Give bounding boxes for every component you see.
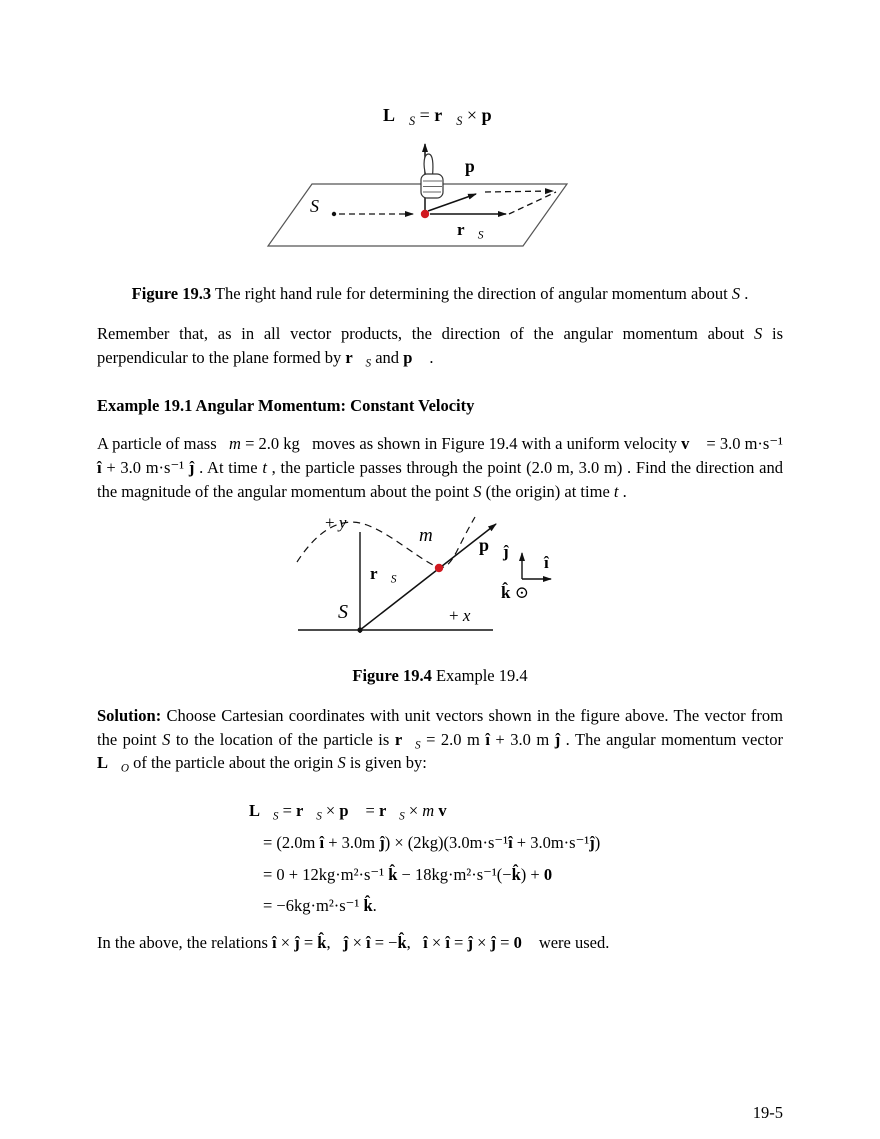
figure4-mass-label: m xyxy=(419,524,433,546)
figure-19-4-drawing xyxy=(97,512,783,652)
origin-dot xyxy=(357,627,362,632)
equation-line-1: $L⃗_S$ = $r⃗_S$ × p⃗ = $r⃗_S \times m$ v⃗ xyxy=(249,801,460,823)
figure3-position-vector-label: $r⃗_S$ xyxy=(457,220,484,242)
figure4-k-hat-out-of-page-label: k̂ ⊙ xyxy=(501,582,529,602)
figure3-point-S-label: S xyxy=(310,196,319,216)
figure4-momentum-label: p⃗ xyxy=(479,534,504,555)
figure4-plus-x-label: + x xyxy=(449,605,471,625)
paragraph-solution: Solution: Choose Cartesian coordinates with unit vectors shown in the figure above. The vector from the point S to the location of the particle is $r⃗_S = 2.0$ m î + 3.0 m ĵ . The angular momentum vector $L⃗_O$ of the particle about the origin S is given by: xyxy=(97,705,784,776)
dashed-momentum-arrow xyxy=(485,191,553,192)
paragraph-particle: A particle of mass m = 2.0 kg moves as shown in Figure 19.4 with a uniform velocity v⃗ = 3.0 m·s⁻¹ î + 3.0 m·s⁻¹ ĵ . At time t , the particle passes through the point (2.0 m, 3.0 m) . Find the direction and the magnitude of the angular momentum about the point S (the origin) at time t . xyxy=(97,433,784,501)
particle-dot xyxy=(421,210,429,218)
figure4-i-hat-label: î xyxy=(544,552,549,572)
equation-line-4: = −6kg·m²·s⁻¹ k̂. xyxy=(263,896,377,916)
trajectory-dashed-curve xyxy=(297,517,475,567)
right-hand-icon xyxy=(421,154,443,198)
dashed-parallelogram-edge xyxy=(509,192,556,214)
figure3-equation-label: $L⃗_S$ = $r⃗_S$ × p⃗ xyxy=(383,105,506,128)
paragraph-relations: In the above, the relations î × ĵ = k̂, ĵ × î = −k̂, î × î = ĵ × ĵ = 0⃗ were used. xyxy=(97,932,610,952)
figure-19-3-caption: Figure 19.3 The right hand rule for determining the direction of angular momentum about S . xyxy=(131,284,749,303)
figure-19-4-caption: Figure 19.4 Example 19.4 xyxy=(352,665,528,685)
figure3-momentum-label: p⃗ xyxy=(465,156,489,176)
figure4-plus-y-label: + y xyxy=(325,512,347,532)
equation-line-3: = 0 + 12kg·m²·s⁻¹ k̂ − 18kg·m²·s⁻¹(−k̂) + 0⃗ xyxy=(263,864,565,884)
page-number: 19-5 xyxy=(752,1103,783,1122)
equation-line-2: = (2.0m î + 3.0m ĵ) × (2kg)(3.0m·s⁻¹î + 3.0m·s⁻¹ĵ) xyxy=(263,833,601,852)
point-S-dot xyxy=(332,212,336,216)
particle-dot xyxy=(435,563,443,571)
figure4-j-hat-label: ĵ xyxy=(503,541,509,561)
figure4-position-vector-label: $r⃗_S$ xyxy=(370,563,397,586)
equation-block xyxy=(97,801,783,917)
figure4-point-S-label: S xyxy=(338,600,348,623)
example-19-1-heading: Example 19.1 Angular Momentum: Constant Velocity xyxy=(97,395,475,415)
figure-19-4 xyxy=(97,512,783,652)
figure-19-3 xyxy=(97,100,783,260)
paragraph-remember: Remember that, as in all vector products, the direction of the angular momentum about S is perpendicular to the plane formed by $r⃗_S$ and p⃗ . xyxy=(97,324,784,370)
